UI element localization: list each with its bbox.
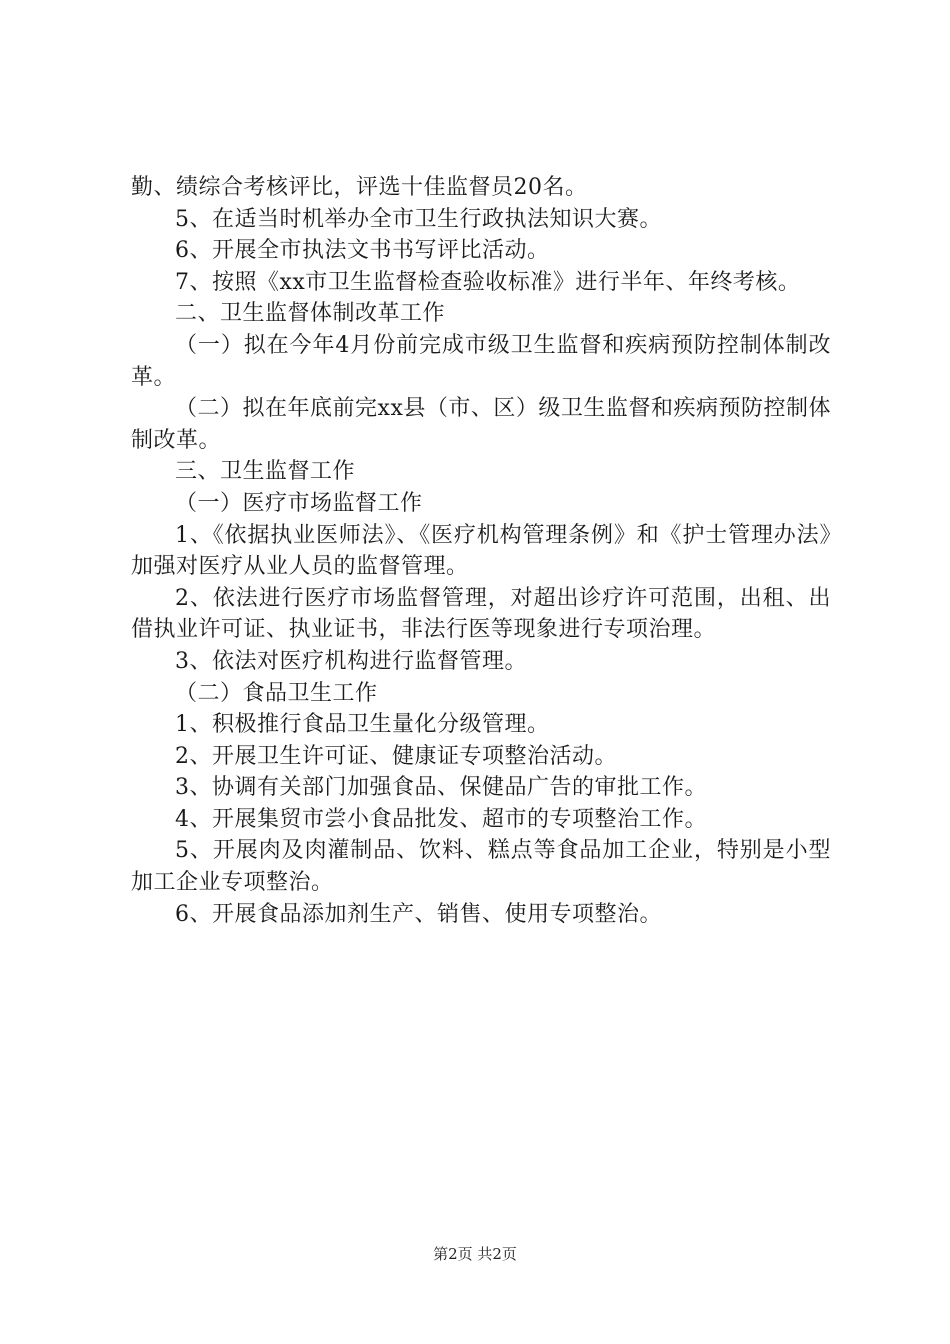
subsection-heading-food: （二）食品卫生工作 (175, 680, 378, 706)
paragraph-medical-1: 1、《依据执业医师法》、《医疗机构管理条例》和《护士管理办法》加强对医疗从业人员的监督管理。 (131, 522, 831, 580)
paragraph-medical-2: 2、依法进行医疗市场监督管理，对超出诊疗许可范围，出租、出借执业许可证、执业证书，非法行医等现象进行专项治理。 (131, 585, 831, 643)
paragraph-item-5: 5、在适当时机举办全市卫生行政执法知识大赛。 (175, 206, 662, 232)
paragraph-reform-1: （一）拟在今年4月份前完成市级卫生监督和疾病预防控制体制改革。 (131, 332, 831, 390)
section-heading-3: 三、卫生监督工作 (175, 459, 356, 485)
paragraph-medical-3: 3、依法对医疗机构进行监督管理。 (175, 648, 527, 674)
paragraph-food-2: 2、开展卫生许可证、健康证专项整治活动。 (175, 743, 617, 769)
paragraph-continuation: 勤、绩综合考核评比，评选十佳监督员20名。 (131, 175, 588, 200)
subsection-heading-medical: （一）医疗市场监督工作 (175, 490, 423, 516)
page-number-label: 第2页 共2页 (433, 1245, 517, 1263)
paragraph-food-6: 6、开展食品添加剂生产、销售、使用专项整治。 (175, 901, 662, 927)
paragraph-food-1: 1、积极推行食品卫生量化分级管理。 (175, 712, 550, 738)
paragraph-item-7: 7、按照《xx市卫生监督检查验收标准》进行半年、年终考核。 (175, 269, 801, 295)
paragraph-reform-2: （二）拟在年底前完xx县（市、区）级卫生监督和疾病预防控制体制改革。 (131, 396, 831, 453)
section-heading-2: 二、卫生监督体制改革工作 (175, 301, 446, 327)
paragraph-food-5: 5、开展肉及肉灌制品、饮料、糕点等食品加工企业，特别是小型加工企业专项整治。 (131, 838, 831, 896)
paragraph-food-4: 4、开展集贸市尝小食品批发、超市的专项整治工作。 (175, 806, 707, 832)
page-footer (0, 1244, 950, 1264)
paragraph-food-3: 3、协调有关部门加强食品、保健品广告的审批工作。 (175, 775, 707, 801)
paragraph-item-6: 6、开展全市执法文书书写评比活动。 (175, 238, 550, 264)
document-body (131, 172, 831, 930)
